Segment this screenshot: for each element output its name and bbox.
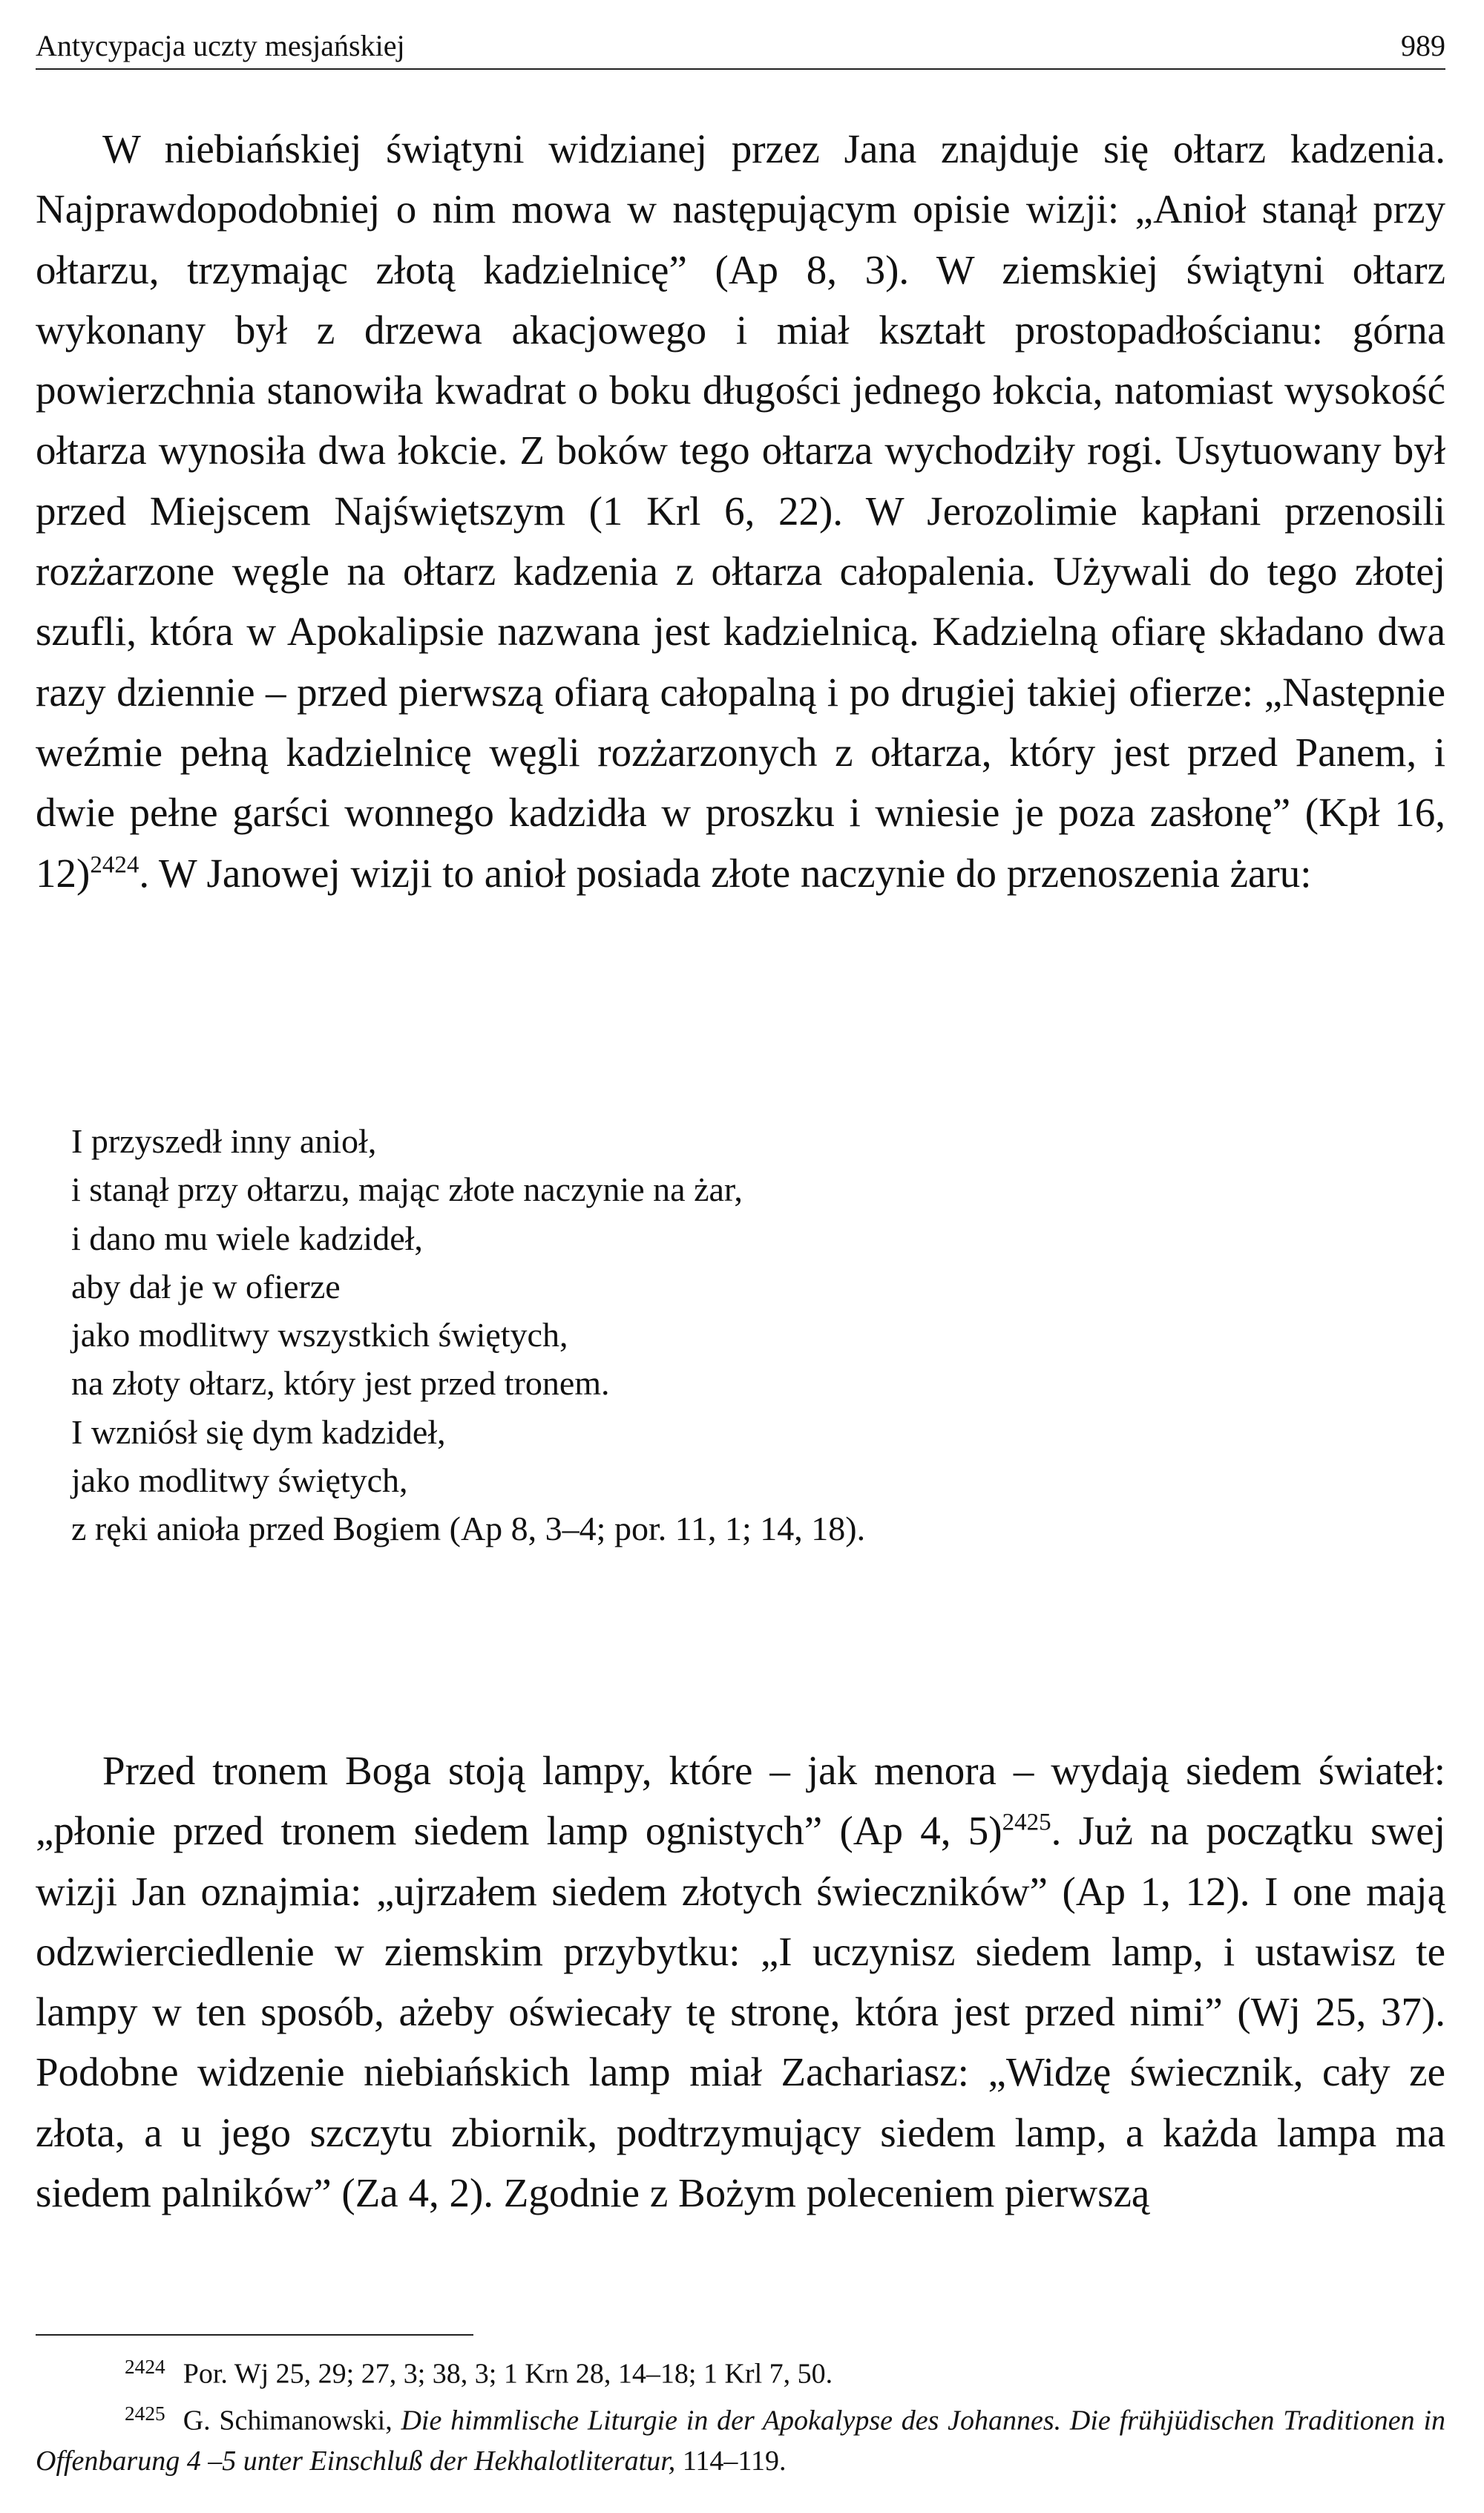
- footnote-text: Por. Wj 25, 29; 27, 3; 38, 3; 1 Krn 28, 14–18; 1 Krl 7, 50.: [183, 2358, 833, 2390]
- verse-line: jako modlitwy wszystkich świętych,: [71, 1316, 568, 1354]
- main-text: [36, 119, 1445, 903]
- main-text-continued: [36, 1740, 1445, 2223]
- verse-line: z ręki anioła przed Bogiem (Ap 8, 3–4; por. 11, 1; 14, 18).: [71, 1510, 866, 1548]
- running-header: [36, 22, 1445, 70]
- footnote-number: 2424: [125, 2356, 165, 2378]
- scripture-quote: [71, 1117, 1370, 1553]
- verse-line: i stanął przy ołtarzu, mając złote naczynie na żar,: [71, 1170, 743, 1209]
- verse-line: na złoty ołtarz, który jest przed tronem.: [71, 1364, 610, 1403]
- verse-line: I przyszedł inny anioł,: [71, 1122, 377, 1160]
- page-number: 989: [1401, 29, 1445, 62]
- paragraph-lamps: [36, 1740, 1445, 2223]
- running-title: Antycypacja uczty mesjańskiej: [36, 29, 405, 62]
- footnote: [36, 2394, 1445, 2480]
- paragraph-altar: [36, 119, 1445, 903]
- verse-line: i dano mu wiele kadzideł,: [71, 1219, 423, 1257]
- footnote-ref: 2425: [1002, 1809, 1051, 1836]
- footnote-divider: [36, 2334, 473, 2336]
- paragraph-text: W niebiańskiej świątyni widzianej przez Jana znajduje się ołtarz kadzenia. Najprawdopodobniej o nim mowa w następującym opisie wizji: „Anioł stanął przy ołtarzu, trzymając złotą kadzielnicę” (Ap 8, 3). W ziemskiej świątyni ołtarz wykonany był z drzewa akacjowego i miał kształt prostopadłościanu: górna powierzchnia stanowiła kwadrat o boku długości jednego łokcia, natomiast wysokość ołtarza wynosiła dwa łokcie. Z boków tego ołtarza wychodziły rogi. Usytuowany był przed Miejscem Najświętszym (1 Krl 6, 22). W Jerozolimie kapłani przenosili rozżarzone węgle na ołtarz kadzenia z ołtarza całopalenia. Używali do tego złotej szufli, która w Apokalipsie nazwana jest kadzielnicą. Kadzielną ofiarę składano dwa razy dziennie – przed pierwszą ofiarą całopalną i po drugiej takiej ofierze: „Następnie weźmie pełną kadzielnicę węgli rozżarzonych z ołtarza, który jest przed Panem, i dwie pełne garści wonnego kadzidła w proszku i wniesie je poza zasłonę” (Kpł 16, 12): [36, 126, 1445, 896]
- footnote-author: G. Schimanowski,: [183, 2405, 393, 2437]
- paragraph-text: Przed tronem Boga stoją lampy, które – jak menora – wydają siedem świateł: „płonie przed tronem siedem lamp ognistych” (Ap 4, 5): [36, 1748, 1445, 1854]
- verse-line: jako modlitwy świętych,: [71, 1461, 408, 1500]
- paragraph-text: . W Janowej wizji to anioł posiada złote naczynie do przenoszenia żaru:: [139, 850, 1312, 896]
- verse-line: aby dał je w ofierze: [71, 1267, 341, 1305]
- footnote-number: 2425: [125, 2402, 165, 2425]
- footnote-pages: 114–119.: [682, 2445, 787, 2477]
- verse-line: I wzniósł się dym kadzideł,: [71, 1412, 446, 1451]
- footnote-ref: 2424: [90, 851, 139, 879]
- footnote-book-title: Die himmlische Liturgie in der Apokalypse des Johannes. Die frühjüdischen Traditionen in Offenbarung 4 –5 unter Einschluß der Hekhalotliteratur,: [36, 2405, 1445, 2477]
- paragraph-text: . Już na początku swej wizji Jan oznajmia: „ujrzałem siedem złotych świeczników” (Ap 1, 12). I one mają odzwierciedlenie w ziemskim przybytku: „I uczynisz siedem lamp, i ustawisz te lampy w ten sposób, ażeby oświecały tę stronę, która jest przed nimi” (Wj 25, 37). Podobne widzenie niebiańskich lamp miał Zachariasz: „Widzę świecznik, cały ze złota, a u jego szczytu zbiornik, podtrzymujący siedem lamp, a każda lampa ma siedem palników” (Za 4, 2). Zgodnie z Bożym poleceniem pierwszą: [36, 1808, 1445, 2216]
- footnote: [36, 2347, 1445, 2394]
- footnotes: [36, 2347, 1445, 2481]
